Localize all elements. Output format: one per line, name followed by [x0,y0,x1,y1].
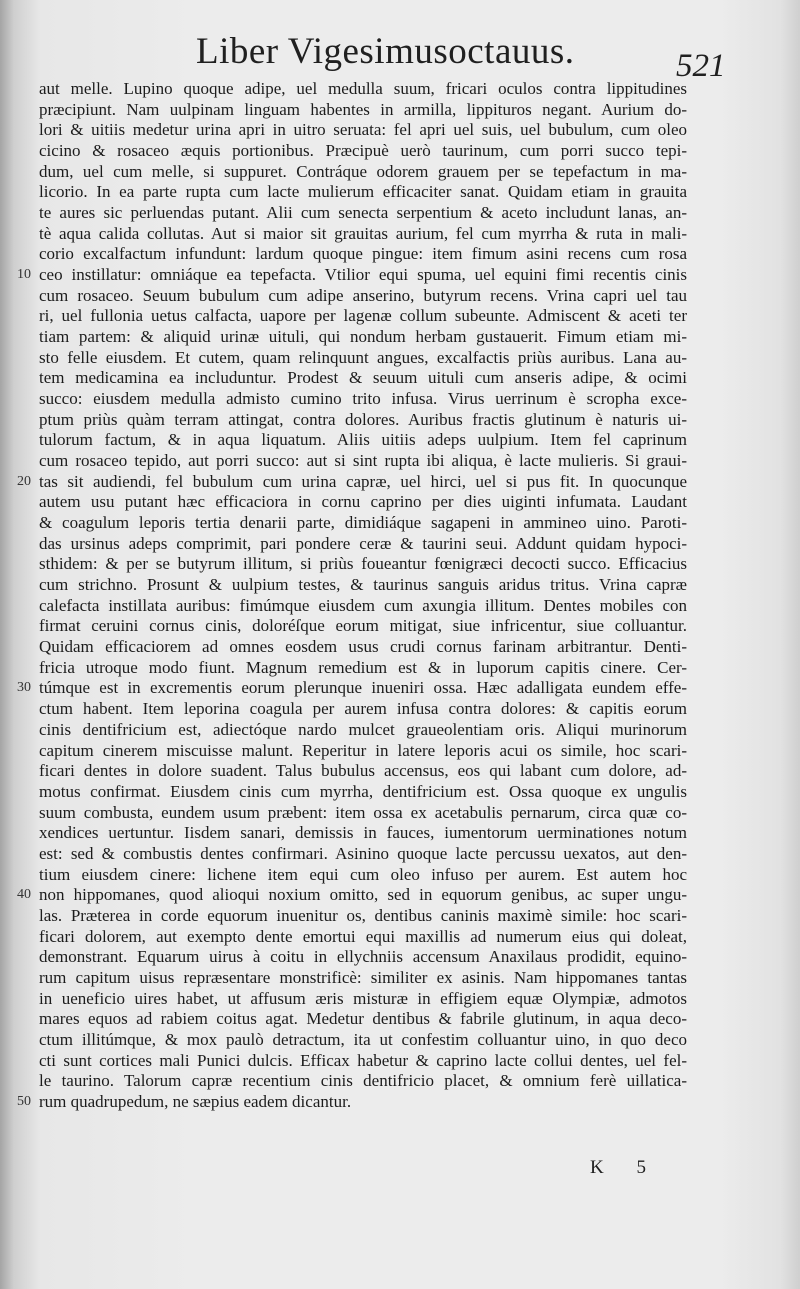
line-text: præcipiunt. Nam uulpinam linguam habentes in armilla, lippituros negant. Aurium do- [39,99,687,119]
text-line [17,885,687,906]
text-line [39,1030,687,1051]
line-number: 50 [17,1093,31,1109]
text-line [39,368,687,389]
line-text: le taurino. Talorum capræ recentium cinis dentifricio placet, & omnium ferè uillatica- [39,1071,687,1091]
page-number: 521 [676,48,726,84]
text-line [39,534,687,555]
line-text: ctum habent. Item leporina coagula per aurem infusa contra dolores: & capitis eorum [39,699,687,719]
line-number: 30 [17,680,31,696]
text-line [39,782,687,803]
text-line [39,844,687,865]
text-line [39,513,687,534]
text-line [39,492,687,513]
body-text [17,79,687,1113]
text-line [39,927,687,948]
line-text: cum rosaceo. Seuum bubulum cum adipe anserino, butyrum recens. Vrina capri uel tau [39,285,687,305]
text-line [39,182,687,203]
line-number: 20 [17,473,31,489]
line-text: motus confirmat. Eiusdem cinis cum myrrha, dentifricium est. Ossa quoque ex ungulis [39,781,687,801]
line-text: ri, uel fullonia uetus calfacta, uapore per lagenæ collum subeunte. Admiscent & aceti ter [39,306,687,326]
text-line [39,141,687,162]
text-line [39,451,687,472]
line-text: te aures sic perluendas putant. Alii cum senecta serpentium & aceto includunt lanas, an- [39,203,687,223]
line-text: cti sunt cortices mali Punici dulcis. Efficax habetur & caprino lacte collui dentes, uel fel- [39,1050,687,1070]
line-text: cum rosaceo tepido, aut porri succo: aut si sint rupta ibi aliqua, è lacte mulieris. Si graui- [39,451,687,471]
line-text: capitum cinerem miscuisse malunt. Reperitur in latere leporis acui os simile, hoc scari- [39,740,687,760]
line-text: sthidem: & per se butyrum illitum, si priùs foueantur fœnigræci decocti succo. Efficacius [39,554,687,574]
line-text: las. Præterea in corde equorum inuenitur os, dentibus caninis maximè simile: hoc scari- [39,905,687,925]
text-line [39,410,687,431]
text-line [39,327,687,348]
line-text: ptum priùs quàm terram attingat, contra dolores. Auribus fractis glutinum è naturis ui- [39,409,687,429]
line-text: mares equos ad rabiem coitus agat. Medetur dentibus & fabrile glutinum, in aqua deco- [39,1009,687,1029]
text-line [39,120,687,141]
line-text: corio excalfactum infundunt: lardum quoque pingue: item fimum asini recens cum rosa [39,244,687,264]
text-line [39,596,687,617]
line-text: licorio. In ea parte rupta cum lacte mulierum efficaciter sanat. Quidam etiam in grauita [39,182,687,202]
text-line [39,389,687,410]
line-text: túmque est in excrementis eorum plerunque inueniri ossa. Hæc adalligata eundem effe- [39,678,687,698]
text-line [39,616,687,637]
text-line [17,678,687,699]
line-text: sto felle eiusdem. Et cutem, quam relinquunt angues, excalfactis priùs auribus. Lana au- [39,347,687,367]
line-text: tè aqua calida collutas. Aut si maior sit grauitas aurium, fel cum myrrha & ruta in mali- [39,223,687,243]
line-text: lori & uitiis medetur urina apri in uitro seruata: fel apri uel suis, uel bubulum, cum oleo [39,120,687,140]
line-text: cum strichno. Prosunt & uulpium testes, & taurinus sanguis aridus tritus. Vrina capræ [39,575,687,595]
line-text: cicino & rosaceo æquis portionibus. Præcipuè uerò taurinum, cum porri succo tepi- [39,141,687,161]
line-number: 10 [17,267,31,283]
line-text: ficari dentes in dolore suadent. Talus bubulus accensus, eos qui labant cum dolore, ad- [39,761,687,781]
line-text: succo: eiusdem medulla admisto cumino trito infusa. Virus uerrinum è scropha exce- [39,389,687,409]
line-text: ceo instillatur: omniáque ea tepefacta. Vtilior equi spuma, uel equini fimi recentis cinis [39,265,687,285]
text-line [39,906,687,927]
line-text: demonstrant. Equarum uirus à coitu in ellychniis accensum Anaxilaus prodidit, equino- [39,947,687,967]
text-line [39,162,687,183]
text-line [39,430,687,451]
text-line [39,865,687,886]
line-text: ficari dolorem, aut exempto dente emortui equi maxillis ad numerum eius qui doleat, [39,926,687,946]
text-line [39,699,687,720]
text-line [39,575,687,596]
line-text: dum, uel cum melle, si suppuret. Contráque odorem grauem per se tepefactum in ma- [39,161,687,181]
text-line [39,203,687,224]
line-text: tium eiusdem cinere: lichene item equi cum oleo infuso per aurem. Est autem hoc [39,864,687,884]
text-line [39,823,687,844]
signature-mark: K 5 [590,1157,660,1178]
line-text: fricia utroque modo fiunt. Magnum remedium est & in luporum capitis cinere. Cer- [39,657,687,677]
text-line [39,720,687,741]
text-line [39,224,687,245]
text-line [39,1009,687,1030]
text-line [39,1051,687,1072]
text-line [39,554,687,575]
text-line [39,637,687,658]
line-number: 40 [17,887,31,903]
text-line [17,471,687,493]
line-text: suum combusta, eundem usum præbent: item ossa ex acetabulis pernarum, circa quæ co- [39,802,687,822]
line-text: in ueneficio uires habet, ut affusum æris misturæ in effigiem equæ Olympiæ, admotos [39,988,687,1008]
running-head: Liber Vigesimusoctauus. [196,31,575,72]
text-line [39,741,687,762]
line-text: cinis dentifricium est, adiectóque nardo mulcet graueolentiam oris. Aliqui murinorum [39,719,687,739]
text-line [39,803,687,824]
line-text: das ursinus adeps comprimit, pari pondere ceræ & taurini seui. Addunt quidam hypoci- [39,533,687,553]
text-line [39,286,687,307]
text-line [17,265,687,286]
text-line [39,348,687,369]
text-line [39,968,687,989]
line-text: autem usu putant hæc efficaciora in cornu caprino per dies uiginti infumata. Laudant [39,492,687,512]
text-line [39,306,687,327]
line-text: tiam partem: & aliquid urinæ uituli, qui nondum herbam gustauerit. Fimum etiam mi- [39,327,687,347]
text-line [39,244,687,265]
line-text: xendices uertuntur. Iisdem sanari, demissis in fauces, iumentorum uerminationes notum [39,823,687,843]
line-text: rum quadrupedum, ne sæpius eadem dicantur. [39,1091,352,1111]
line-text: ctum illitúmque, & mox paulò detractum, ita ut confestim colluantur uino, in quo deco [39,1029,687,1049]
text-line [39,79,687,100]
text-line [39,947,687,968]
text-line [39,100,687,121]
line-text: tem medicamina ea includuntur. Prodest & seuum uituli cum anseris adipe, & ocimi [39,368,687,388]
line-text: tas sit audiendi, fel bubulum cum urina capræ, uel hirci, uel si pus fit. In quocunque [39,471,687,491]
line-text: firmat ceruini cornus cinis, doloréſque eorum mitigat, siue infricentur, siue colluantur. [39,616,687,636]
text-line [39,658,687,679]
line-text: rum capitum uisus repræsentare monstrificè: similiter ex asinis. Nam hippomanes tantas [39,967,687,987]
text-line [39,761,687,782]
line-text: tulorum factum, & in aqua liquatum. Aliis uitiis adeps uulpium. Item fel caprinum [39,430,687,450]
text-line [17,1091,687,1113]
line-text: non hippomanes, quod alioqui noxium omitto, sed in equorum genibus, ac super ungu- [39,885,687,905]
text-line [39,1071,687,1092]
line-text: Quidam efficaciorem ad omnes eosdem usus crudi cornus farinam arbitrantur. Denti- [39,637,687,657]
line-text: est: sed & combustis dentes confirmari. Asinino quoque lacte percussu uexatos, aut den- [39,843,687,863]
line-text: calefacta instillata auribus: fimúmque eiusdem cum axungia illitum. Dentes mobiles con [39,595,687,615]
line-text: aut melle. Lupino quoque adipe, uel medulla suum, fricari oculos contra lippitudines [39,79,687,98]
line-text: & coagulum leporis tertia denarii parte, dimidiáque sagapeni in ammineo uino. Paroti- [39,513,687,533]
text-line [39,989,687,1010]
